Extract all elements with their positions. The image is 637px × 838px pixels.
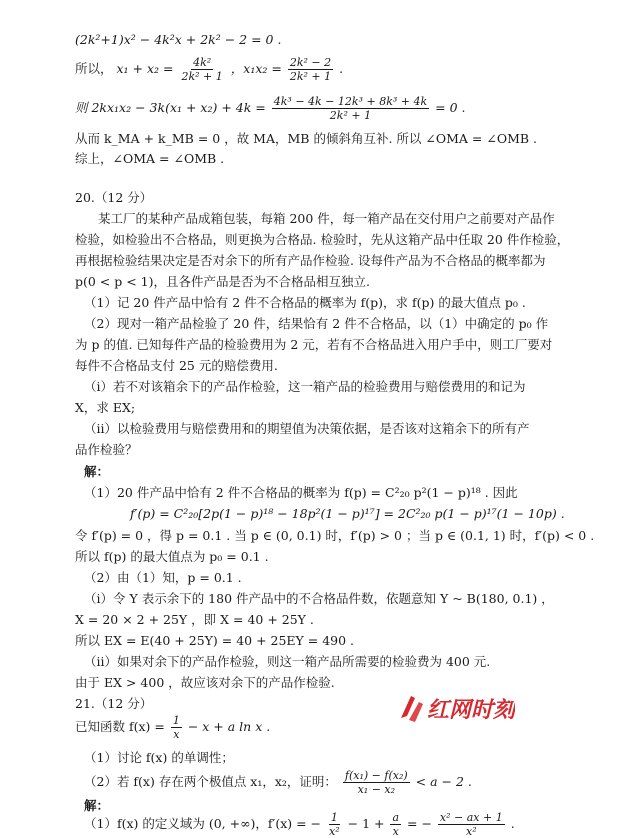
text-line: 综上，∠OMA = ∠OMB . — [75, 151, 225, 166]
denominator: 2k² + 1 — [329, 109, 372, 122]
text: 所以， — [75, 61, 113, 76]
fraction — [390, 812, 401, 837]
denominator: x² — [466, 825, 477, 838]
numerator: 2k² − 2 — [289, 56, 332, 69]
text-line: X = 20 × 2 + 25Y ，即 X = 40 + 25Y . — [75, 612, 314, 627]
text-line: （1）讨论 f(x) 的单调性； — [84, 750, 234, 765]
equation-line — [75, 715, 270, 740]
math: x₁ + x₂ = — [116, 61, 174, 76]
denominator: 2k² + 1 — [181, 70, 223, 83]
solution-label: 解： — [84, 798, 110, 813]
fraction — [438, 812, 505, 837]
denominator: x — [392, 825, 399, 838]
denominator: x₁ − x₂ — [357, 783, 396, 796]
fraction — [179, 57, 224, 82]
text-line: （ⅱ）以检验费用与赔偿费用和的期望值为决策依据，是否该对这箱余下的所有产 — [84, 421, 530, 436]
equation-line: (2k²+1)x² − 4k²x + 2k² − 2 = 0 . — [75, 32, 282, 47]
math: − x + a ln x . — [187, 719, 271, 734]
fraction — [288, 57, 333, 82]
math: − 1 + — [347, 816, 385, 831]
text-line: 每件不合格品支付 25 元的赔偿费用. — [75, 358, 278, 373]
watermark-text: 红网时刻 — [427, 698, 515, 723]
problem-heading: 20.（12 分） — [75, 190, 153, 205]
math: = 0 . — [435, 100, 466, 115]
text-line: 从而 k_MA + k_MB = 0 ，故 MA，MB 的倾斜角互补. 所以 ∠OMA = ∠OMB . — [75, 131, 538, 146]
denominator: 2k² + 1 — [289, 70, 332, 83]
numerator: x² − ax + 1 — [439, 811, 503, 824]
text-line: （ⅰ）若不对该箱余下的产品作检验，这一箱产品的检验费用与赔偿费用的和记为 — [84, 379, 526, 394]
equation-line — [75, 96, 465, 121]
equation-line — [84, 770, 472, 795]
text-line: （2）由（1）知，p = 0.1 . — [84, 570, 242, 585]
fraction — [327, 812, 342, 837]
equation-line — [75, 57, 343, 82]
text-line: 令 f′(p) = 0 ，得 p = 0.1 . 当 p ∈ (0, 0.1) 时，f′(p) > 0 ；当 p ∈ (0.1, 1) 时，f′(p) < 0 . — [75, 528, 595, 543]
text-line: 再根据检验结果决定是否对余下的所有产品作检验. 设每件产品为不合格品的概率都为 — [75, 253, 546, 268]
math: 则 2kx₁x₂ − 3k(x₁ + x₂) + 4k = — [75, 100, 266, 115]
fraction — [171, 715, 182, 740]
problem-heading: 21.（12 分） — [75, 696, 153, 711]
math: ，x₁x₂ = — [230, 61, 282, 76]
text: （2）若 f(x) 存在两个极值点 x₁，x₂，证明： — [84, 774, 337, 789]
numerator: 1 — [330, 811, 338, 824]
text-line: （2）现对一箱产品检验了 20 件，结果恰有 2 件不合格品，以（1）中确定的 p₀ 作 — [84, 316, 549, 331]
math: < a − 2 . — [415, 774, 472, 789]
numerator: 4k³ − 4k − 12k³ + 8k³ + 4k — [273, 95, 428, 108]
denominator: x — [173, 728, 180, 741]
text-line: 检验，如检验出不合格品，则更换为合格品. 检验时，先从这箱产品中任取 20 件作检验， — [75, 232, 570, 247]
text-line: 所以 EX = E(40 + 25Y) = 40 + 25EY = 490 . — [75, 633, 355, 648]
denominator: x² — [329, 825, 340, 838]
text: （1）f(x) 的定义域为 (0, +∞)，f′(x) = − — [84, 816, 322, 831]
numerator: f(x₁) − f(x₂) — [344, 769, 408, 782]
text-line: 品作检验？ — [75, 442, 138, 457]
numerator: 1 — [172, 714, 180, 727]
text-line: 所以 f(p) 的最大值点为 p₀ = 0.1 . — [75, 549, 269, 564]
text-line: p(0 < p < 1)，且各件产品是否为不合格品相互独立. — [75, 274, 370, 289]
text-line: 某工厂的某种产品成箱包装，每箱 200 件，每一箱产品在交付用户之前要对产品作 — [98, 211, 555, 226]
text-line: （ⅰ）令 Y 表示余下的 180 件产品中的不合格品件数，依题意知 Y ~ B(180, 0.1) ， — [84, 591, 554, 606]
text-line: （1）20 件产品中恰有 2 件不合格品的概率为 f(p) = C²₂₀ p²(1 − p)¹⁸ . 因此 — [84, 485, 518, 500]
numerator: 4k² — [193, 56, 212, 69]
text-line: 为 p 的值. 已知每件产品的检验费用为 2 元，若有不合格品进入用户手中，则工厂要对 — [75, 337, 553, 352]
fraction — [272, 96, 429, 121]
equation-line — [84, 812, 515, 837]
text-line: 由于 EX > 400 ，故应该对余下的产品作检验. — [75, 675, 335, 690]
text-line: （ⅱ）如果对余下的产品作检验，则这一箱产品所需要的检验费为 400 元. — [84, 654, 491, 669]
text: 已知函数 f(x) = — [75, 719, 165, 734]
text-line: （1）记 20 件产品中恰有 2 件不合格品的概率为 f(p)，求 f(p) 的最大值点 p₀ . — [84, 295, 526, 310]
math: . — [510, 816, 515, 831]
text-line: X，求 EX; — [75, 400, 136, 415]
numerator: a — [392, 811, 400, 824]
math: = − — [407, 816, 432, 831]
fraction — [343, 770, 410, 795]
solution-label: 解： — [84, 464, 110, 479]
text: . — [339, 61, 344, 76]
watermark-logo — [397, 688, 515, 728]
logo-mark — [401, 696, 423, 722]
equation-line: f′(p) = C²₂₀[2p(1 − p)¹⁸ − 18p²(1 − p)¹⁷] = 2C²₂₀ p(1 − p)¹⁷(1 − 10p) . — [130, 506, 565, 521]
